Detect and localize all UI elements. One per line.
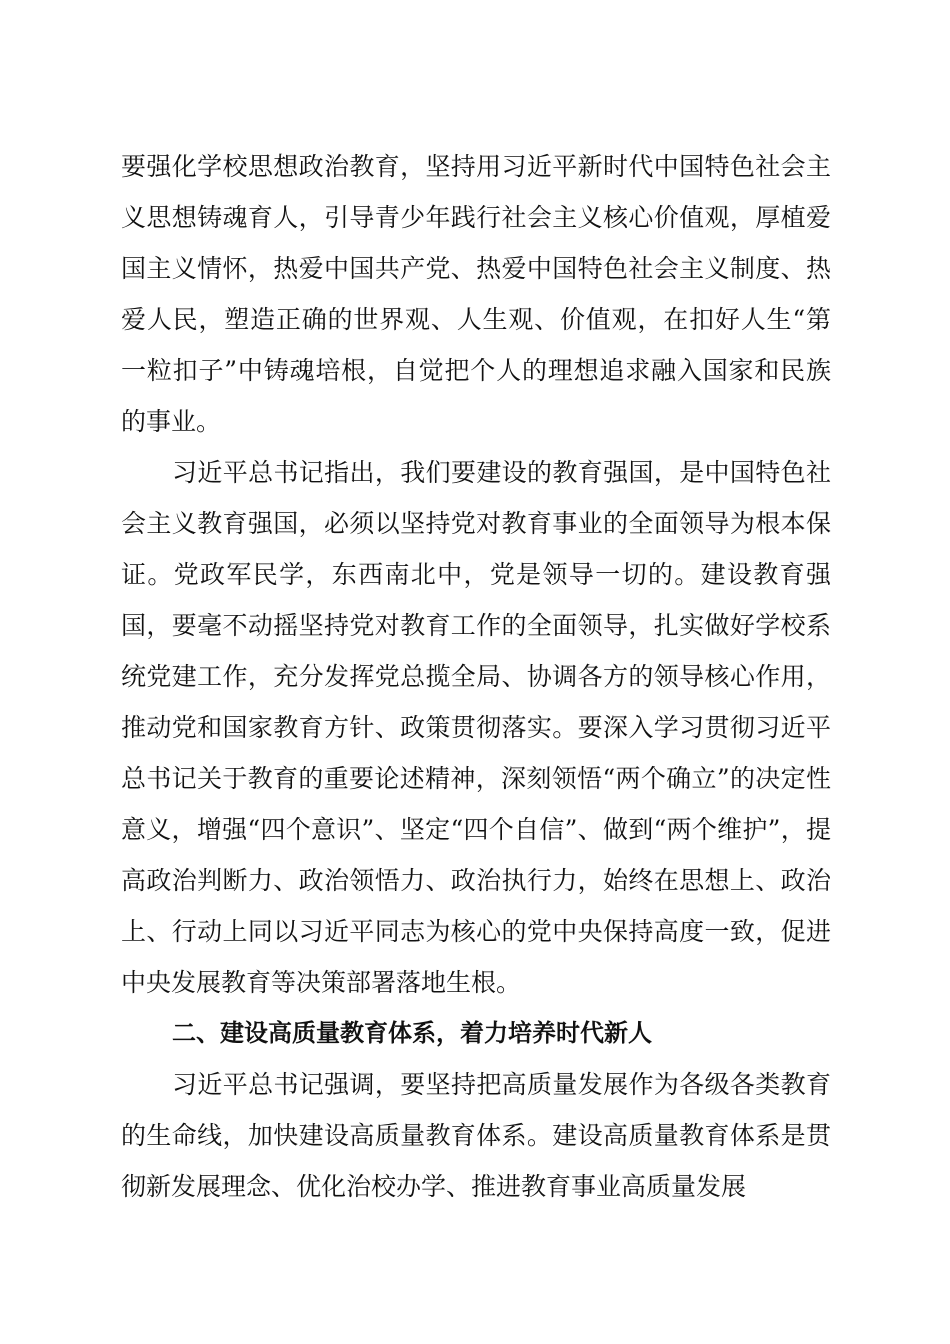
section-heading-two: 二、建设高质量教育体系，着力培养时代新人 bbox=[172, 1019, 652, 1047]
document-body bbox=[121, 141, 831, 1212]
paragraph-party-leadership: 习近平总书记指出，我们要建设的教育强国，是中国特色社会主义教育强国，必须以坚持党对教育事业的全面领导为根本保证。党政军民学，东西南北中，党是领导一切的。建设教育强国，要毫不动摇坚持党对教育工作的全面领导，扎实做好学校系统党建工作，充分发挥党总揽全局、协调各方的领导核心作用，推动党和国家教育方针、政策贯彻落实。要深入学习贯彻习近平总书记关于教育的重要论述精神，深刻领悟“两个确立”的决定性意义，增强“四个意识”、坚定“四个自信”、做到“两个维护”，提高政治判断力、政治领悟力、政治执行力，始终在思想上、政治上、行动上同以习近平同志为核心的党中央保持高度一致，促进中央发展教育等决策部署落地生根。 bbox=[121, 458, 831, 997]
paragraph-ideological-education: 要强化学校思想政治教育，坚持用习近平新时代中国特色社会主义思想铸魂育人，引导青少年践行社会主义核心价值观，厚植爱国主义情怀，热爱中国共产党、热爱中国特色社会主义制度、热爱人民，塑造正确的世界观、人生观、价值观，在扣好人生“第一粒扣子”中铸魂培根，自觉把个人的理想追求融入国家和民族的事业。 bbox=[121, 152, 831, 436]
paragraph-high-quality-education: 习近平总书记强调，要坚持把高质量发展作为各级各类教育的生命线，加快建设高质量教育体系。建设高质量教育体系是贯彻新发展理念、优化治校办学、推进教育事业高质量发展 bbox=[121, 1070, 831, 1201]
